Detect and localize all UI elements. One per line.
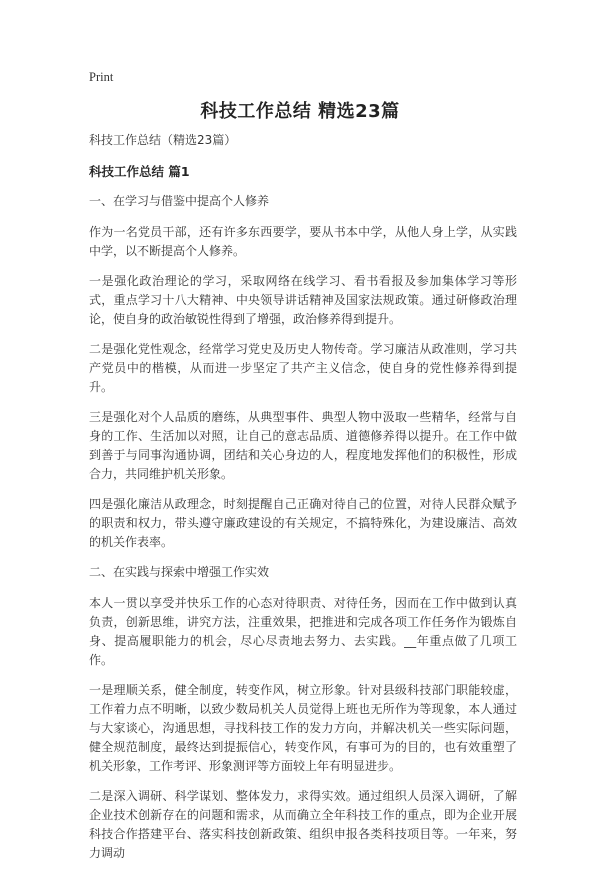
document-subtitle: 科技工作总结（精选23篇）	[89, 133, 237, 147]
paragraph: 二是深入调研、科学谋划、整体发力，求得实效。通过组织人员深入调研，了解企业技术创新存在的问题和需求，从而确立全年科技工作的重点，即为企业开展科技合作搭建平台、落实科技创新政策、组织申报各类科技项目等。一年来，努力调动	[89, 789, 517, 860]
paragraph: 本人一贯以享受并快乐工作的心态对待职责、对待任务，因而在工作中做到认真负责，创新思维，讲究方法，注重效果，把推进和完成各项工作任务作为锻炼自身、提高履职能力的机会，尽心尽责地去努力、去实践。__年重点做了几项工作。	[89, 596, 517, 667]
document-blocks	[89, 192, 517, 863]
paragraph: 三是强化对个人品质的磨练，从典型事件、典型人物中汲取一些精华，经常与自身的工作、生活加以对照，让自己的意志品质、道德修养得以提升。在工作中做到善于与同事沟通协调，团结和关心身边的人，程度地发挥他们的积极性，形成合力，共同维护机关形象。	[89, 410, 517, 481]
paragraph: 作为一名党员干部，还有许多东西要学，要从书本中学，从他人身上学，从实践中学，以不断提高个人修养。	[89, 225, 517, 258]
paragraph: 一是理顺关系，健全制度，转变作风，树立形象。针对县级科技部门职能较虚，工作着力点不明晰，以致少数局机关人员觉得上班也无所作为等现象，本人通过与大家谈心，沟通思想，寻找科技工作的发力方向，并解决机关一些实际问题，健全规范制度，最终达到提振信心，转变作风，有事可为的目的，也有效重塑了机关形象，工作考评、形象测评等方面较上年有明显进步。	[89, 683, 517, 773]
paragraph: 一是强化政治理论的学习，采取网络在线学习、看书看报及参加集体学习等形式，重点学习十八大精神、中央领导讲话精神及国家法规政策。通过研修政治理论，使自身的政治敏锐性得到了增强，政治修养得到提升。	[89, 274, 517, 326]
print-link[interactable]: Print	[89, 70, 114, 84]
paragraph: 二是强化党性观念，经常学习党史及历史人物传奇。学习廉洁从政准则，学习共产党员中的楷模，从而进一步坚定了共产主义信念，使自身的党性修养得到提升。	[89, 342, 517, 394]
section-title: 一、在学习与借鉴中提高个人修养	[89, 194, 270, 208]
document-body	[89, 131, 517, 874]
paragraph: 四是强化廉洁从政理念，时刻提醒自己正确对待自己的位置，对待人民群众赋予的职责和权力，带头遵守廉政建设的有关规定，不搞特殊化，为建设廉洁、高效的机关作表率。	[89, 497, 517, 549]
page-title: 科技工作总结 精选23篇	[200, 101, 400, 122]
section-heading: 科技工作总结 篇1	[89, 164, 190, 179]
section-title: 二、在实践与探索中增强工作实效	[89, 565, 270, 579]
